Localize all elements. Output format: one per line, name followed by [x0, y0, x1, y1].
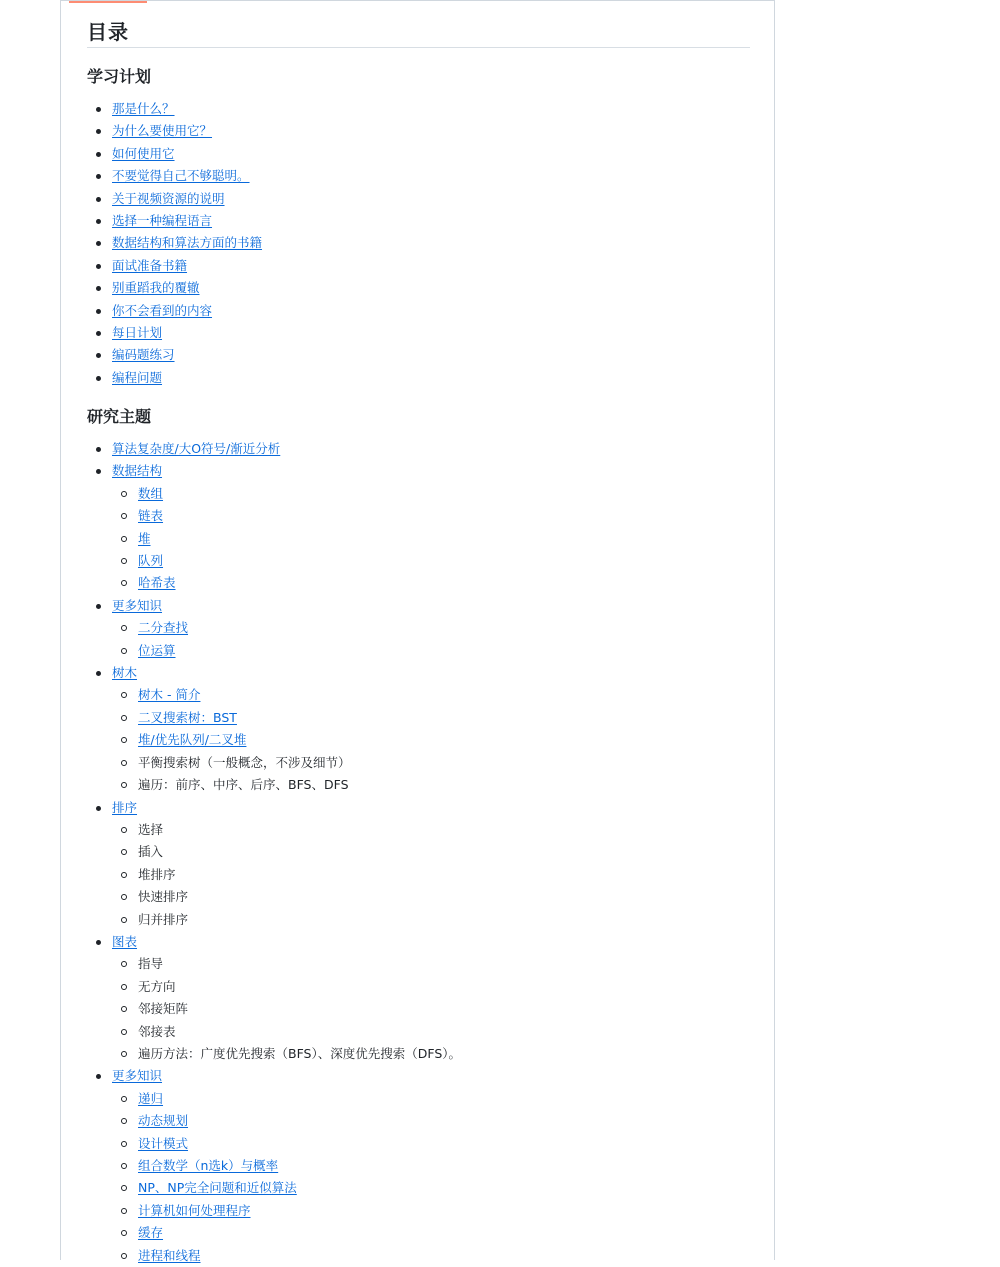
- toc-item: [87, 931, 461, 1065]
- toc-subitem: [112, 1133, 461, 1155]
- toc-subitem: [112, 998, 461, 1020]
- toc-subitem: [112, 1177, 461, 1199]
- toc-link[interactable]: 哈希表: [138, 575, 176, 591]
- toc-content: [87, 1, 750, 1263]
- toc-sublist: [112, 617, 461, 662]
- toc-item: [87, 255, 262, 277]
- toc-subitem: [112, 1088, 461, 1110]
- toc-item: [87, 595, 461, 662]
- document-card: [60, 0, 775, 1263]
- toc-subitem: [112, 841, 461, 863]
- toc-sublist: [112, 483, 461, 595]
- toc-item: [87, 232, 262, 254]
- toc-subitem: [112, 729, 461, 751]
- toc-link[interactable]: 堆/优先队列/二叉堆: [138, 732, 247, 748]
- toc-link[interactable]: 编码题练习: [112, 347, 175, 363]
- toc-link[interactable]: 数据结构: [112, 463, 163, 479]
- toc-item: [87, 300, 262, 322]
- toc-subitem: [112, 752, 461, 774]
- toc-item: [87, 662, 461, 796]
- toc-item: [87, 438, 461, 460]
- toc-item: [87, 797, 461, 931]
- toc-item: [87, 165, 262, 187]
- toc-item: [87, 367, 262, 389]
- toc-link[interactable]: 每日计划: [112, 325, 163, 341]
- toc-item: [87, 1065, 461, 1267]
- toc-link[interactable]: 二叉搜索树：BST: [138, 709, 237, 725]
- toc-text: 遍历方法：广度优先搜索（BFS）、深度优先搜索（DFS）。: [138, 1045, 462, 1061]
- toc-link[interactable]: 编程问题: [112, 369, 163, 385]
- toc-link[interactable]: 你不会看到的内容: [112, 302, 213, 318]
- toc-link[interactable]: 缓存: [138, 1225, 164, 1241]
- study-plan-list: [87, 98, 262, 389]
- toc-link[interactable]: 如何使用它: [112, 145, 175, 161]
- toc-link[interactable]: 计算机如何处理程序: [138, 1202, 251, 1218]
- toc-subitem: [112, 707, 461, 729]
- toc-text: 无方向: [138, 978, 176, 994]
- toc-link[interactable]: 面试准备书籍: [112, 257, 188, 273]
- toc-link[interactable]: 更多知识: [112, 597, 163, 613]
- toc-link[interactable]: 关于视频资源的说明: [112, 190, 225, 206]
- toc-subitem: [112, 684, 461, 706]
- toc-item: [87, 188, 262, 210]
- toc-title: 目录: [87, 1, 750, 48]
- toc-text: 归并排序: [138, 911, 189, 927]
- toc-subitem: [112, 483, 461, 505]
- toc-link[interactable]: NP、NP完全问题和近似算法: [138, 1180, 297, 1196]
- toc-subitem: [112, 505, 461, 527]
- toc-link[interactable]: 算法复杂度/大O符号/渐近分析: [112, 441, 281, 456]
- toc-link[interactable]: 排序: [112, 799, 138, 815]
- toc-item: [87, 277, 262, 299]
- toc-link[interactable]: 二分查找: [138, 620, 189, 636]
- toc-subitem: [112, 550, 461, 572]
- toc-subitem: [112, 1043, 461, 1065]
- toc-link[interactable]: 数据结构和算法方面的书籍: [112, 235, 263, 251]
- toc-subitem: [112, 1155, 461, 1177]
- toc-link[interactable]: 递归: [138, 1090, 164, 1106]
- toc-subitem: [112, 774, 461, 796]
- toc-subitem: [112, 819, 461, 841]
- toc-text: 堆排序: [138, 866, 176, 882]
- toc-item: [87, 143, 262, 165]
- toc-sublist: [112, 684, 461, 796]
- toc-text: 平衡搜索树（一般概念，不涉及细节）: [138, 754, 351, 770]
- toc-link[interactable]: 链表: [138, 508, 164, 524]
- toc-subitem: [112, 1021, 461, 1043]
- toc-item: [87, 120, 262, 142]
- toc-subitem: [112, 528, 461, 550]
- toc-subitem: [112, 640, 461, 662]
- toc-item: [87, 460, 461, 594]
- toc-text: 选择: [138, 821, 164, 837]
- toc-subitem: [112, 572, 461, 594]
- toc-link[interactable]: 进程和线程: [138, 1247, 201, 1263]
- toc-text: 邻接表: [138, 1023, 176, 1039]
- toc-item: [87, 98, 262, 120]
- toc-item: [87, 210, 262, 232]
- toc-subitem: [112, 864, 461, 886]
- toc-subitem: [112, 617, 461, 639]
- toc-link[interactable]: 组合数学（n选k）与概率: [138, 1158, 279, 1173]
- toc-link[interactable]: 队列: [138, 553, 164, 569]
- toc-item: [87, 322, 262, 344]
- toc-link[interactable]: 图表: [112, 933, 138, 949]
- toc-text: 快速排序: [138, 889, 189, 905]
- toc-link[interactable]: 设计模式: [138, 1135, 189, 1151]
- toc-link[interactable]: 堆: [138, 530, 151, 546]
- toc-link[interactable]: 位运算: [138, 642, 176, 658]
- toc-link[interactable]: 那是什么？: [112, 101, 175, 116]
- toc-item: [87, 344, 262, 366]
- toc-link[interactable]: 更多知识: [112, 1068, 163, 1084]
- toc-link[interactable]: 为什么要使用它？: [112, 123, 213, 139]
- toc-text: 遍历：前序、中序、后序、BFS、DFS: [138, 777, 349, 793]
- toc-text: 邻接矩阵: [138, 1001, 189, 1017]
- toc-link[interactable]: 选择一种编程语言: [112, 213, 213, 229]
- toc-link[interactable]: 树木: [112, 665, 138, 681]
- toc-link[interactable]: 别重蹈我的覆辙: [112, 280, 200, 296]
- toc-subitem: [112, 886, 461, 908]
- section-heading-study-plan: 学习计划: [87, 67, 152, 86]
- toc-subitem: [112, 1222, 461, 1244]
- toc-subitem: [112, 976, 461, 998]
- topics-list: [87, 438, 461, 1267]
- toc-subitem: [112, 909, 461, 931]
- toc-text: 指导: [138, 956, 164, 972]
- toc-subitem: [112, 1110, 461, 1132]
- toc-subitem: [112, 953, 461, 975]
- toc-text: 插入: [138, 844, 164, 860]
- toc-link[interactable]: 树木 - 简介: [138, 687, 201, 703]
- toc-sublist: [112, 1088, 461, 1267]
- toc-sublist: [112, 953, 461, 1065]
- toc-sublist: [112, 819, 461, 931]
- toc-link[interactable]: 动态规划: [138, 1113, 189, 1129]
- section-heading-topics: 研究主题: [87, 407, 152, 426]
- toc-link[interactable]: 不要觉得自己不够聪明。: [112, 168, 250, 184]
- toc-subitem: [112, 1200, 461, 1222]
- toc-link[interactable]: 数组: [138, 485, 164, 501]
